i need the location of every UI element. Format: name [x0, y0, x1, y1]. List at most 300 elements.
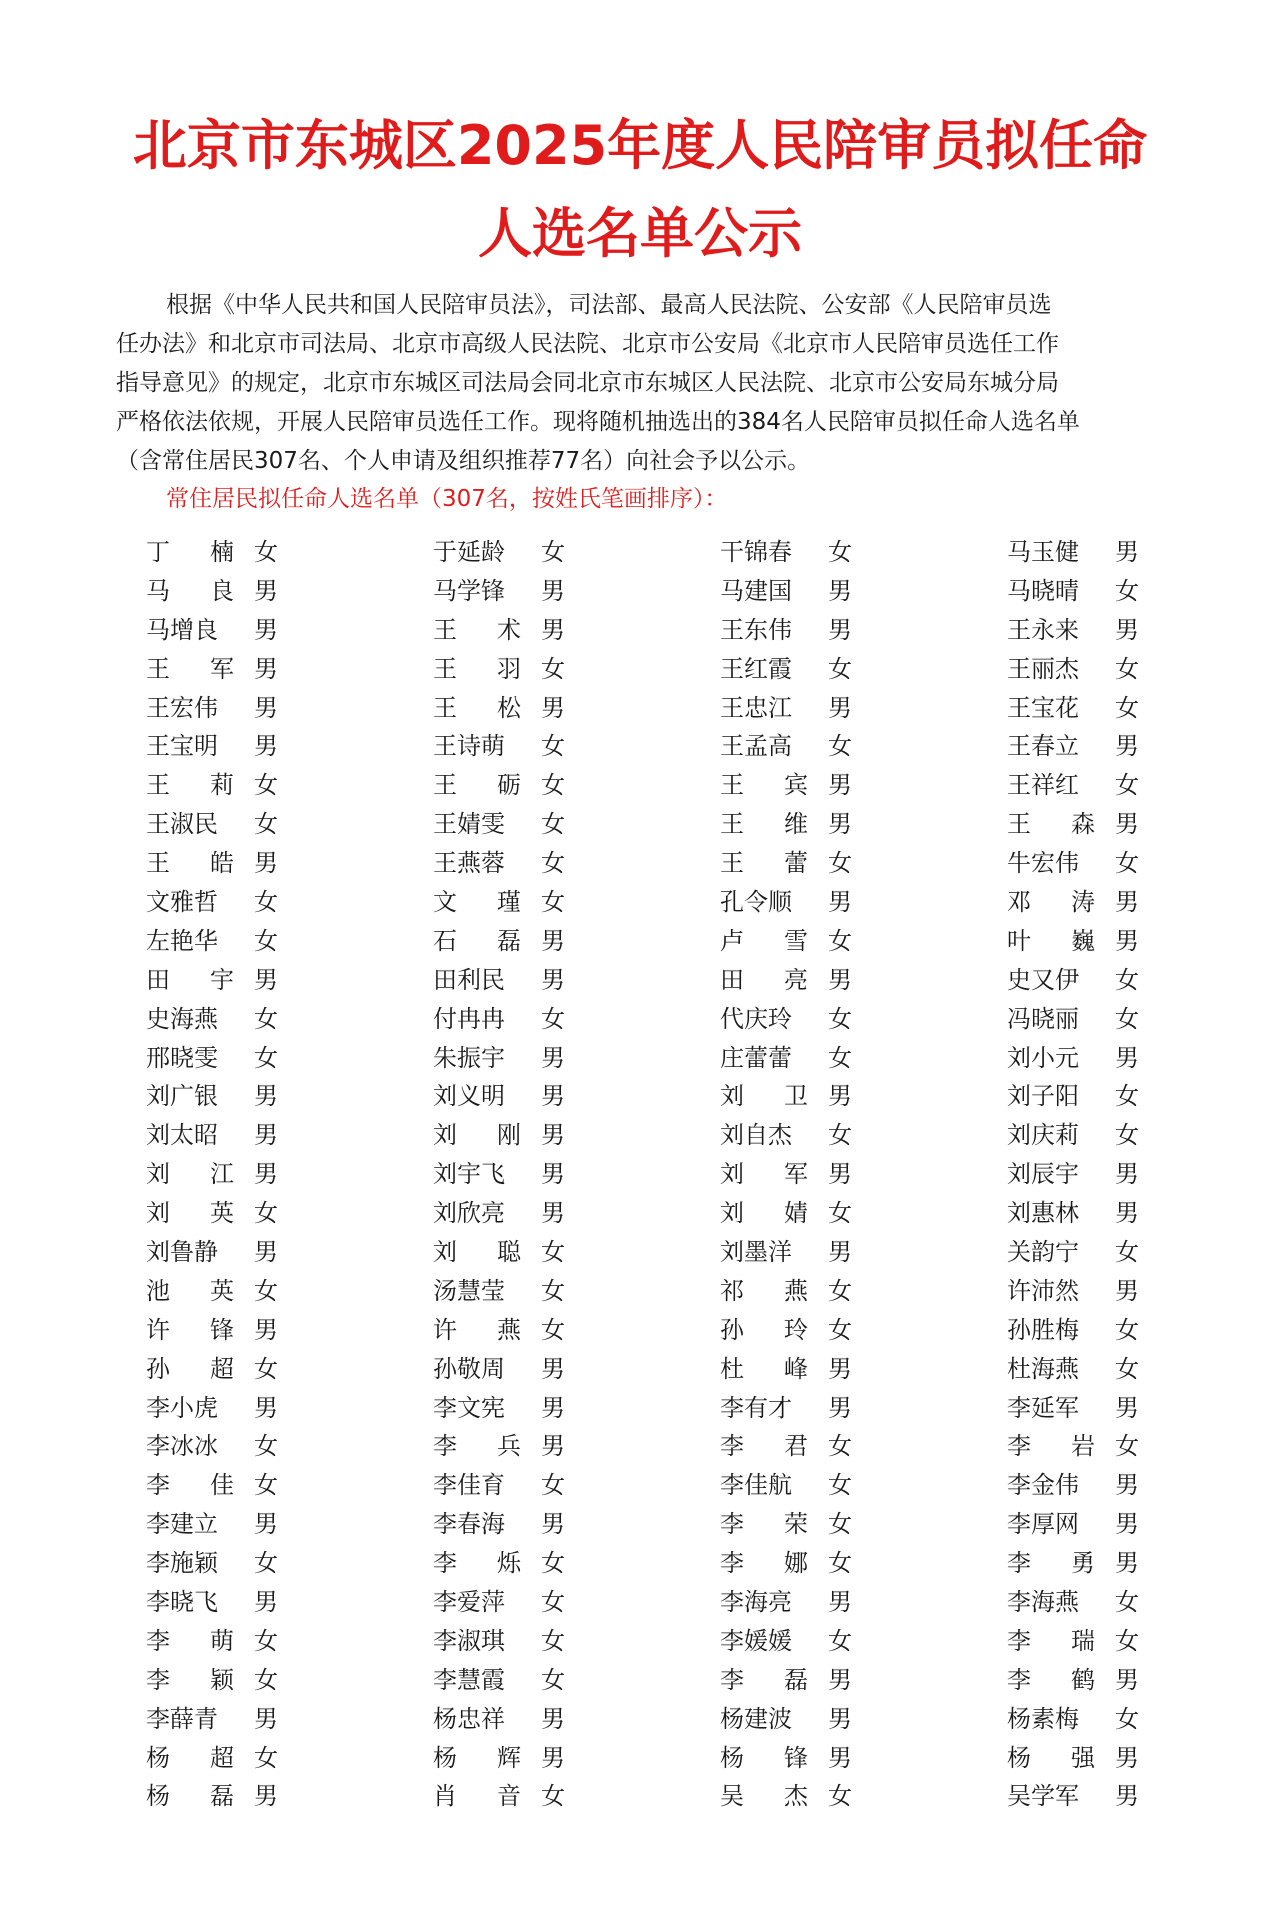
intro-paragraph: [116, 286, 1170, 481]
candidate-gender: 女: [254, 1004, 278, 1033]
list-item: [146, 1074, 433, 1113]
list-item: [433, 686, 720, 725]
candidate-name: 李 君: [720, 1432, 808, 1461]
candidate-gender: 男: [254, 1704, 278, 1733]
candidate-name: 刘惠林: [1007, 1199, 1079, 1228]
candidate-name: 王祥红: [1007, 771, 1079, 800]
list-item: [433, 763, 720, 802]
list-item: [1007, 1230, 1280, 1269]
list-item: [433, 1074, 720, 1113]
candidate-gender: 男: [1115, 1276, 1139, 1305]
candidate-gender: 男: [828, 1160, 852, 1189]
candidate-gender: 男: [254, 1587, 278, 1616]
list-item: [146, 647, 433, 686]
candidate-name: 李慧霞: [433, 1665, 505, 1694]
candidate-name: 文雅哲: [146, 887, 218, 916]
candidate-name: 文 瑾: [433, 887, 521, 916]
list-item: [720, 1775, 1007, 1814]
list-item: [146, 802, 433, 841]
candidate-gender: 男: [1115, 1393, 1139, 1422]
list-item: [433, 1113, 720, 1152]
list-item: [433, 530, 720, 569]
candidate-name: 王 羽: [433, 654, 521, 683]
candidate-name: 付冉冉: [433, 1004, 505, 1033]
candidate-gender: 女: [1115, 1704, 1139, 1733]
candidate-gender: 女: [254, 887, 278, 916]
list-item: [720, 1074, 1007, 1113]
candidate-name: 杨 辉: [433, 1743, 521, 1772]
candidate-name: 田 亮: [720, 965, 808, 994]
candidate-name: 王 宾: [720, 771, 808, 800]
candidate-name: 刘义明: [433, 1082, 505, 1111]
candidate-gender: 女: [254, 1043, 278, 1072]
list-item: [1007, 997, 1280, 1036]
candidate-gender: 女: [828, 1043, 852, 1072]
candidate-gender: 男: [541, 1199, 565, 1228]
list-item: [720, 608, 1007, 647]
list-item: [720, 919, 1007, 958]
list-item: [146, 1658, 433, 1697]
candidate-name: 石 磊: [433, 926, 521, 955]
list-item: [720, 1736, 1007, 1775]
candidate-name: 李文宪: [433, 1393, 505, 1422]
list-item: [1007, 1386, 1280, 1425]
list-item: [146, 1113, 433, 1152]
candidate-gender: 男: [828, 810, 852, 839]
candidate-name: 刘小元: [1007, 1043, 1079, 1072]
list-item: [146, 841, 433, 880]
candidate-gender: 男: [541, 1160, 565, 1189]
candidate-gender: 女: [254, 1665, 278, 1694]
candidate-gender: 男: [254, 1121, 278, 1150]
candidate-name: 王 松: [433, 693, 521, 722]
candidate-name: 朱振宇: [433, 1043, 505, 1072]
candidate-gender: 男: [1115, 537, 1139, 566]
candidate-gender: 女: [541, 810, 565, 839]
candidate-gender: 男: [828, 1704, 852, 1733]
list-item: [146, 1036, 433, 1075]
candidate-gender: 男: [1115, 1782, 1139, 1811]
candidate-name: 吴 杰: [720, 1782, 808, 1811]
list-item: [146, 1541, 433, 1580]
candidate-gender: 女: [828, 1121, 852, 1150]
list-item: [1007, 958, 1280, 997]
candidate-name: 汤慧莹: [433, 1276, 505, 1305]
candidate-name: 杜 峰: [720, 1354, 808, 1383]
candidate-name: 李小虎: [146, 1393, 218, 1422]
list-item: [146, 1386, 433, 1425]
list-item: [146, 724, 433, 763]
candidate-gender: 女: [254, 1549, 278, 1578]
candidate-gender: 女: [1115, 576, 1139, 605]
candidate-gender: 男: [541, 615, 565, 644]
list-item: [720, 1152, 1007, 1191]
list-item: [433, 1580, 720, 1619]
candidate-gender: 女: [541, 1237, 565, 1266]
candidate-gender: 男: [828, 887, 852, 916]
candidate-gender: 女: [1115, 1432, 1139, 1461]
list-item: [720, 880, 1007, 919]
candidate-gender: 女: [541, 654, 565, 683]
candidate-name: 王燕蓉: [433, 849, 505, 878]
candidate-name: 卢 雪: [720, 926, 808, 955]
candidate-name: 王 森: [1007, 810, 1095, 839]
candidate-gender: 女: [541, 1549, 565, 1578]
list-item: [433, 1308, 720, 1347]
candidate-name: 刘 军: [720, 1160, 808, 1189]
candidate-gender: 男: [541, 1704, 565, 1733]
intro-line: 任办法》和北京市司法局、北京市高级人民法院、北京市公安局《北京市人民陪审员选任工作: [116, 331, 1059, 357]
candidate-name: 李 鹤: [1007, 1665, 1095, 1694]
list-item: [720, 1424, 1007, 1463]
candidate-name: 田利民: [433, 965, 505, 994]
candidate-gender: 女: [1115, 1121, 1139, 1150]
intro-line: 根据《中华人民共和国人民陪审员法》，司法部、最高人民法院、公安部《人民陪审员选: [166, 292, 1052, 318]
list-item: [433, 1269, 720, 1308]
candidate-name: 刘 卫: [720, 1082, 808, 1111]
candidate-gender: 女: [254, 771, 278, 800]
candidate-name: 马增良: [146, 615, 218, 644]
candidate-name: 李 烁: [433, 1549, 521, 1578]
candidate-name: 马建国: [720, 576, 792, 605]
candidate-gender: 男: [254, 1393, 278, 1422]
candidate-gender: 女: [541, 1665, 565, 1694]
list-item: [720, 1463, 1007, 1502]
list-item: [146, 686, 433, 725]
candidate-name: 刘 刚: [433, 1121, 521, 1150]
candidate-name: 于延龄: [433, 537, 505, 566]
list-item: [433, 1697, 720, 1736]
list-item: [433, 724, 720, 763]
candidate-name: 李延军: [1007, 1393, 1079, 1422]
candidate-name: 代庆玲: [720, 1004, 792, 1033]
candidate-name: 李 勇: [1007, 1549, 1095, 1578]
candidate-name: 刘欣亮: [433, 1199, 505, 1228]
candidate-name: 王诗萌: [433, 732, 505, 761]
list-item: [146, 763, 433, 802]
list-item: [1007, 1736, 1280, 1775]
list-item: [720, 802, 1007, 841]
candidate-gender: 女: [1115, 1626, 1139, 1655]
candidate-gender: 男: [254, 732, 278, 761]
candidate-name: 王宏伟: [146, 693, 218, 722]
candidate-name: 李建立: [146, 1510, 218, 1539]
candidate-name: 邢晓雯: [146, 1043, 218, 1072]
candidate-gender: 女: [541, 1782, 565, 1811]
list-item: [1007, 1424, 1280, 1463]
candidate-name: 杨 强: [1007, 1743, 1095, 1772]
candidate-name: 王宝花: [1007, 693, 1079, 722]
list-item: [1007, 1658, 1280, 1697]
candidate-name: 杨素梅: [1007, 1704, 1079, 1733]
candidate-name: 李 娜: [720, 1549, 808, 1578]
candidate-gender: 女: [541, 1587, 565, 1616]
candidate-name: 祁 燕: [720, 1276, 808, 1305]
list-item: [1007, 763, 1280, 802]
candidate-gender: 女: [254, 1626, 278, 1655]
list-item: [433, 1191, 720, 1230]
candidate-name: 王 莉: [146, 771, 234, 800]
candidate-name: 许沛然: [1007, 1276, 1079, 1305]
list-item: [146, 1736, 433, 1775]
candidate-gender: 男: [828, 1665, 852, 1694]
list-item: [1007, 608, 1280, 647]
candidate-gender: 女: [254, 1432, 278, 1461]
candidate-gender: 女: [828, 926, 852, 955]
list-item: [1007, 1619, 1280, 1658]
list-item: [720, 1230, 1007, 1269]
candidate-name: 马晓晴: [1007, 576, 1079, 605]
list-item: [433, 1619, 720, 1658]
candidate-name: 史海燕: [146, 1004, 218, 1033]
candidate-gender: 男: [1115, 887, 1139, 916]
list-item: [146, 1580, 433, 1619]
candidate-name: 刘辰宇: [1007, 1160, 1079, 1189]
candidate-name: 杨忠祥: [433, 1704, 505, 1733]
list-item: [720, 647, 1007, 686]
candidate-name: 冯晓丽: [1007, 1004, 1079, 1033]
list-item: [720, 997, 1007, 1036]
list-item: [1007, 1113, 1280, 1152]
candidate-name: 叶 巍: [1007, 926, 1095, 955]
candidate-name: 池 英: [146, 1276, 234, 1305]
candidate-name: 丁 楠: [146, 537, 234, 566]
list-item: [433, 1502, 720, 1541]
list-item: [1007, 1541, 1280, 1580]
list-item: [1007, 724, 1280, 763]
candidate-gender: 男: [1115, 1743, 1139, 1772]
candidate-name: 刘 聪: [433, 1237, 521, 1266]
list-item: [433, 802, 720, 841]
candidate-name: 李 磊: [720, 1665, 808, 1694]
list-item: [433, 1347, 720, 1386]
candidate-gender: 女: [828, 1276, 852, 1305]
candidate-gender: 男: [541, 1743, 565, 1772]
candidate-gender: 男: [1115, 732, 1139, 761]
candidate-gender: 女: [828, 654, 852, 683]
list-item: [146, 1152, 433, 1191]
candidate-gender: 女: [828, 1432, 852, 1461]
list-item: [433, 569, 720, 608]
list-item: [720, 1113, 1007, 1152]
candidate-gender: 女: [541, 732, 565, 761]
candidate-name: 李 岩: [1007, 1432, 1095, 1461]
candidate-name: 王东伟: [720, 615, 792, 644]
list-item: [720, 1619, 1007, 1658]
list-item: [1007, 1269, 1280, 1308]
candidate-gender: 女: [828, 1199, 852, 1228]
candidate-gender: 女: [1115, 1004, 1139, 1033]
candidate-gender: 女: [541, 537, 565, 566]
candidate-name: 杨 超: [146, 1743, 234, 1772]
candidate-gender: 男: [828, 965, 852, 994]
list-item: [720, 1308, 1007, 1347]
candidate-gender: 男: [828, 1587, 852, 1616]
page-title-second-line: 人选名单公示: [478, 202, 802, 265]
list-item: [720, 724, 1007, 763]
candidate-name: 吴学军: [1007, 1782, 1079, 1811]
list-item: [433, 647, 720, 686]
candidate-name: 王 术: [433, 615, 521, 644]
candidate-name: 李春海: [433, 1510, 505, 1539]
candidate-name: 李海燕: [1007, 1587, 1079, 1616]
candidate-gender: 女: [1115, 1315, 1139, 1344]
candidate-name: 刘太昭: [146, 1121, 218, 1150]
candidate-name: 史又伊: [1007, 965, 1079, 994]
list-item: [1007, 1502, 1280, 1541]
list-item: [146, 1775, 433, 1814]
candidate-gender: 男: [254, 849, 278, 878]
candidate-name: 李 兵: [433, 1432, 521, 1461]
candidate-name: 田 宇: [146, 965, 234, 994]
list-item: [720, 1697, 1007, 1736]
list-item: [433, 958, 720, 997]
candidate-name: 干锦春: [720, 537, 792, 566]
candidate-name: 李薛青: [146, 1704, 218, 1733]
candidate-name: 刘 婧: [720, 1199, 808, 1228]
candidate-name: 刘鲁静: [146, 1237, 218, 1266]
candidate-name: 李施颖: [146, 1549, 218, 1578]
candidate-gender: 男: [541, 965, 565, 994]
candidate-name: 孙敬周: [433, 1354, 505, 1383]
candidate-name: 许 锋: [146, 1315, 234, 1344]
list-item: [433, 880, 720, 919]
candidate-gender: 女: [828, 732, 852, 761]
candidate-name: 关韵宁: [1007, 1237, 1079, 1266]
candidate-name: 刘子阳: [1007, 1082, 1079, 1111]
list-item: [720, 1580, 1007, 1619]
candidate-gender: 女: [254, 1743, 278, 1772]
list-item: [146, 1308, 433, 1347]
candidate-name: 许 燕: [433, 1315, 521, 1344]
candidate-gender: 男: [254, 693, 278, 722]
candidate-gender: 女: [541, 1626, 565, 1655]
candidate-gender: 女: [541, 849, 565, 878]
candidate-gender: 男: [541, 1432, 565, 1461]
list-item: [433, 841, 720, 880]
candidate-name: 李 萌: [146, 1626, 234, 1655]
list-item: [433, 1036, 720, 1075]
list-item: [433, 1152, 720, 1191]
list-item: [146, 1347, 433, 1386]
candidate-gender: 男: [1115, 1160, 1139, 1189]
list-item: [1007, 1152, 1280, 1191]
candidate-name: 李厚网: [1007, 1510, 1079, 1539]
candidate-gender: 女: [828, 1549, 852, 1578]
candidate-gender: 男: [541, 1043, 565, 1072]
list-item: [1007, 569, 1280, 608]
candidate-name: 马学锋: [433, 576, 505, 605]
list-item: [146, 569, 433, 608]
list-item: [433, 608, 720, 647]
candidate-gender: 女: [254, 1354, 278, 1383]
candidate-name: 庄蕾蕾: [720, 1043, 792, 1072]
candidate-gender: 男: [1115, 1043, 1139, 1072]
candidate-name: 肖 音: [433, 1782, 521, 1811]
list-item: [1007, 530, 1280, 569]
candidate-gender: 女: [828, 537, 852, 566]
list-item: [720, 1347, 1007, 1386]
candidate-gender: 女: [541, 887, 565, 916]
candidate-name: 左艳华: [146, 926, 218, 955]
candidate-gender: 男: [541, 693, 565, 722]
candidate-gender: 女: [541, 1004, 565, 1033]
candidate-name: 王 皓: [146, 849, 234, 878]
list-item: [720, 530, 1007, 569]
candidate-gender: 男: [254, 1237, 278, 1266]
candidate-name: 杨 锋: [720, 1743, 808, 1772]
candidate-name: 王 军: [146, 654, 234, 683]
candidate-gender: 男: [828, 1082, 852, 1111]
list-item: [146, 958, 433, 997]
candidate-gender: 男: [541, 926, 565, 955]
candidate-name: 王红霞: [720, 654, 792, 683]
list-item: [146, 919, 433, 958]
candidate-gender: 男: [254, 615, 278, 644]
list-item: [720, 1386, 1007, 1425]
list-item: [1007, 1308, 1280, 1347]
intro-line: 严格依法依规，开展人民陪审员选任工作。现将随机抽选出的384名人民陪审员拟任命人选名单: [116, 409, 1080, 435]
list-item: [1007, 880, 1280, 919]
list-item: [720, 841, 1007, 880]
candidate-name: 邓 涛: [1007, 887, 1095, 916]
candidate-name: 王宝明: [146, 732, 218, 761]
candidate-gender: 男: [828, 1354, 852, 1383]
candidate-gender: 女: [1115, 1082, 1139, 1111]
list-item: [433, 1775, 720, 1814]
candidate-gender: 男: [254, 654, 278, 683]
candidate-name: 李金伟: [1007, 1471, 1079, 1500]
candidate-name: 李 颖: [146, 1665, 234, 1694]
list-item: [433, 919, 720, 958]
list-item: [146, 1697, 433, 1736]
candidate-list: [146, 530, 1146, 1813]
candidate-gender: 女: [828, 1626, 852, 1655]
list-item: [720, 569, 1007, 608]
list-item: [146, 1191, 433, 1230]
candidate-gender: 女: [1115, 1587, 1139, 1616]
candidate-name: 刘 英: [146, 1199, 234, 1228]
list-item: [720, 1036, 1007, 1075]
list-item: [1007, 1775, 1280, 1814]
candidate-gender: 男: [828, 1393, 852, 1422]
list-item: [720, 1502, 1007, 1541]
candidate-gender: 男: [254, 1510, 278, 1539]
candidate-name: 杨 磊: [146, 1782, 234, 1811]
candidate-gender: 男: [541, 1082, 565, 1111]
candidate-gender: 男: [1115, 1549, 1139, 1578]
list-item: [146, 1230, 433, 1269]
candidate-name: 孙 超: [146, 1354, 234, 1383]
candidate-name: 王婧雯: [433, 810, 505, 839]
candidate-gender: 女: [828, 1471, 852, 1500]
candidate-name: 刘自杰: [720, 1121, 792, 1150]
list-item: [146, 608, 433, 647]
candidate-name: 王永来: [1007, 615, 1079, 644]
list-item: [720, 763, 1007, 802]
candidate-gender: 男: [541, 1121, 565, 1150]
list-item: [1007, 1347, 1280, 1386]
list-item: [146, 1502, 433, 1541]
candidate-gender: 男: [541, 1354, 565, 1383]
list-subheading: 常住居民拟任命人选名单（307名，按姓氏笔画排序）：: [166, 486, 728, 512]
candidate-name: 李爱萍: [433, 1587, 505, 1616]
list-item: [433, 1424, 720, 1463]
candidate-gender: 女: [254, 926, 278, 955]
candidate-gender: 女: [541, 1315, 565, 1344]
candidate-name: 王孟高: [720, 732, 792, 761]
candidate-gender: 女: [254, 1276, 278, 1305]
